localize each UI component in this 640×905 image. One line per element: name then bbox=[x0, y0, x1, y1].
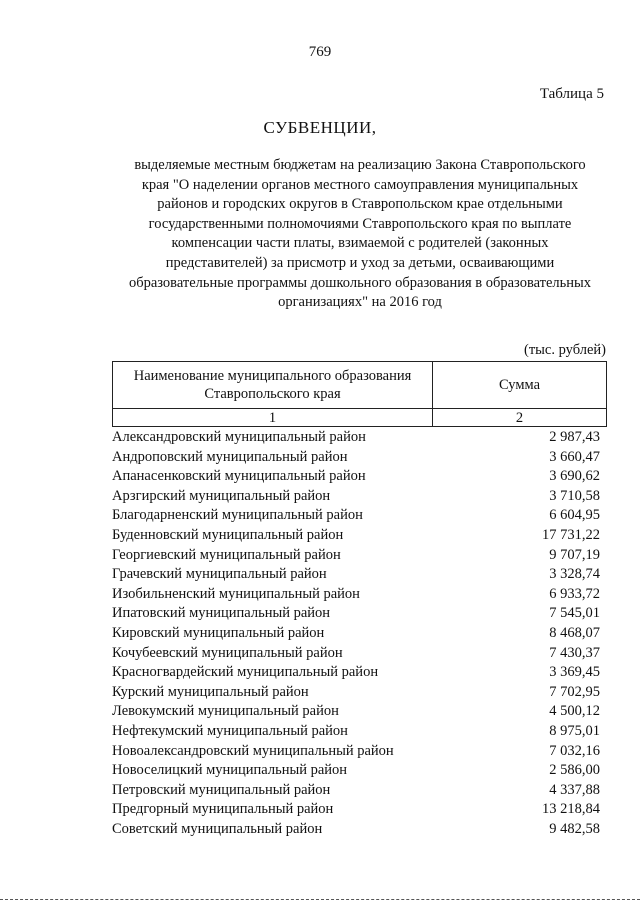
table-row bbox=[112, 526, 607, 546]
table-row bbox=[112, 604, 607, 624]
table-row bbox=[112, 565, 607, 585]
row-sum: 9 707,19 bbox=[549, 546, 600, 563]
row-sum: 9 482,58 bbox=[549, 820, 600, 837]
row-name: Изобильненский муниципальный район bbox=[112, 585, 360, 602]
table-row bbox=[112, 585, 607, 605]
table-row bbox=[112, 546, 607, 566]
row-name: Георгиевский муниципальный район bbox=[112, 546, 341, 563]
row-name: Апанасенковский муниципальный район bbox=[112, 468, 366, 485]
column-number-1: 1 bbox=[113, 409, 433, 427]
row-sum: 6 933,72 bbox=[549, 585, 600, 602]
table-row bbox=[112, 506, 607, 526]
row-sum: 4 337,88 bbox=[549, 781, 600, 798]
row-name: Предгорный муниципальный район bbox=[112, 801, 334, 818]
table-row bbox=[112, 820, 607, 840]
row-sum: 2 586,00 bbox=[549, 762, 600, 779]
row-name: Кочубеевский муниципальный район bbox=[112, 644, 343, 661]
subtitle-line: компенсации части платы, взимаемой с родителей (законных bbox=[171, 235, 549, 252]
row-name: Петровский муниципальный район bbox=[112, 781, 331, 798]
header-name-line: Наименование муниципального образования bbox=[133, 368, 412, 384]
row-sum: 3 710,58 bbox=[549, 487, 600, 504]
row-sum: 17 731,22 bbox=[542, 526, 600, 543]
table-row bbox=[112, 467, 607, 487]
row-sum: 7 430,37 bbox=[549, 644, 600, 661]
row-sum: 7 032,16 bbox=[549, 742, 600, 759]
table-row bbox=[112, 761, 607, 781]
table-row bbox=[112, 487, 607, 507]
subtitle-line: образовательные программы дошкольного образования в образовательных bbox=[128, 274, 592, 291]
row-sum: 4 500,12 bbox=[549, 703, 600, 720]
table-row bbox=[112, 722, 607, 742]
units-label: (тыс. рублей) bbox=[524, 342, 606, 358]
row-name: Ипатовский муниципальный район bbox=[112, 605, 331, 622]
row-name: Курский муниципальный район bbox=[112, 683, 309, 700]
table-row bbox=[112, 644, 607, 664]
row-sum: 8 975,01 bbox=[549, 722, 600, 739]
table-row bbox=[112, 428, 607, 448]
row-name: Левокумский муниципальный район bbox=[112, 703, 339, 720]
subtitle-line: представителей) за присмотр и уход за детьми, осваивающими bbox=[165, 254, 555, 271]
subtitle-line: выделяемые местным бюджетам на реализацию Закона Ставропольского bbox=[134, 157, 586, 173]
header-sum-cell: Сумма bbox=[433, 362, 607, 409]
column-number-2: 2 bbox=[433, 409, 607, 427]
table-caption: Таблица 5 bbox=[539, 86, 604, 102]
row-name: Арзгирский муниципальный район bbox=[112, 487, 331, 504]
subtitle-line: организациях" на 2016 год bbox=[278, 294, 442, 311]
header-name-line: Ставропольского края bbox=[204, 386, 341, 402]
table-row bbox=[112, 742, 607, 762]
table-row bbox=[112, 781, 607, 801]
table-row bbox=[112, 663, 607, 683]
row-name: Кировский муниципальный район bbox=[112, 624, 325, 641]
row-name: Новоалександровский муниципальный район bbox=[112, 742, 394, 759]
header-name-cell bbox=[113, 362, 433, 409]
table-body bbox=[112, 428, 607, 839]
table-header bbox=[112, 361, 607, 427]
table-row bbox=[112, 624, 607, 644]
row-name: Грачевский муниципальный район bbox=[112, 566, 327, 583]
row-name: Нефтекумский муниципальный район bbox=[112, 722, 348, 739]
row-sum: 13 218,84 bbox=[542, 801, 600, 818]
row-name: Красногвардейский муниципальный район bbox=[112, 664, 379, 681]
row-name: Буденновский муниципальный район bbox=[112, 526, 344, 543]
table-row bbox=[112, 702, 607, 722]
row-sum: 3 369,45 bbox=[549, 664, 600, 681]
page-bottom-divider bbox=[0, 899, 640, 901]
subtitle-line: районов и городских округов в Ставропольском крае отдельными bbox=[157, 196, 563, 213]
row-name: Благодарненский муниципальный район bbox=[112, 507, 363, 524]
row-name: Александровский муниципальный район bbox=[112, 429, 366, 445]
row-sum: 3 660,47 bbox=[549, 448, 600, 465]
table-row bbox=[112, 448, 607, 468]
row-sum: 3 328,74 bbox=[549, 566, 600, 583]
row-sum: 7 702,95 bbox=[549, 683, 600, 700]
row-name: Новоселицкий муниципальный район bbox=[112, 762, 348, 779]
table-row bbox=[112, 683, 607, 703]
row-sum: 2 987,43 bbox=[549, 429, 600, 445]
row-name: Андроповский муниципальный район bbox=[112, 448, 348, 465]
row-sum: 7 545,01 bbox=[549, 605, 600, 622]
row-sum: 6 604,95 bbox=[549, 507, 600, 524]
subtitle-line: края "О наделении органов местного самоуправления муниципальных bbox=[141, 176, 579, 193]
table-row bbox=[112, 800, 607, 820]
row-name: Советский муниципальный район bbox=[112, 820, 323, 837]
document-subtitle bbox=[100, 156, 620, 313]
row-sum: 8 468,07 bbox=[549, 624, 600, 641]
page-number: 769 bbox=[308, 44, 332, 60]
subtitle-line: государственными полномочиями Ставропольского края по выплате bbox=[148, 215, 572, 232]
row-sum: 3 690,62 bbox=[549, 468, 600, 485]
document-title: СУБВЕНЦИИ, bbox=[263, 118, 377, 137]
